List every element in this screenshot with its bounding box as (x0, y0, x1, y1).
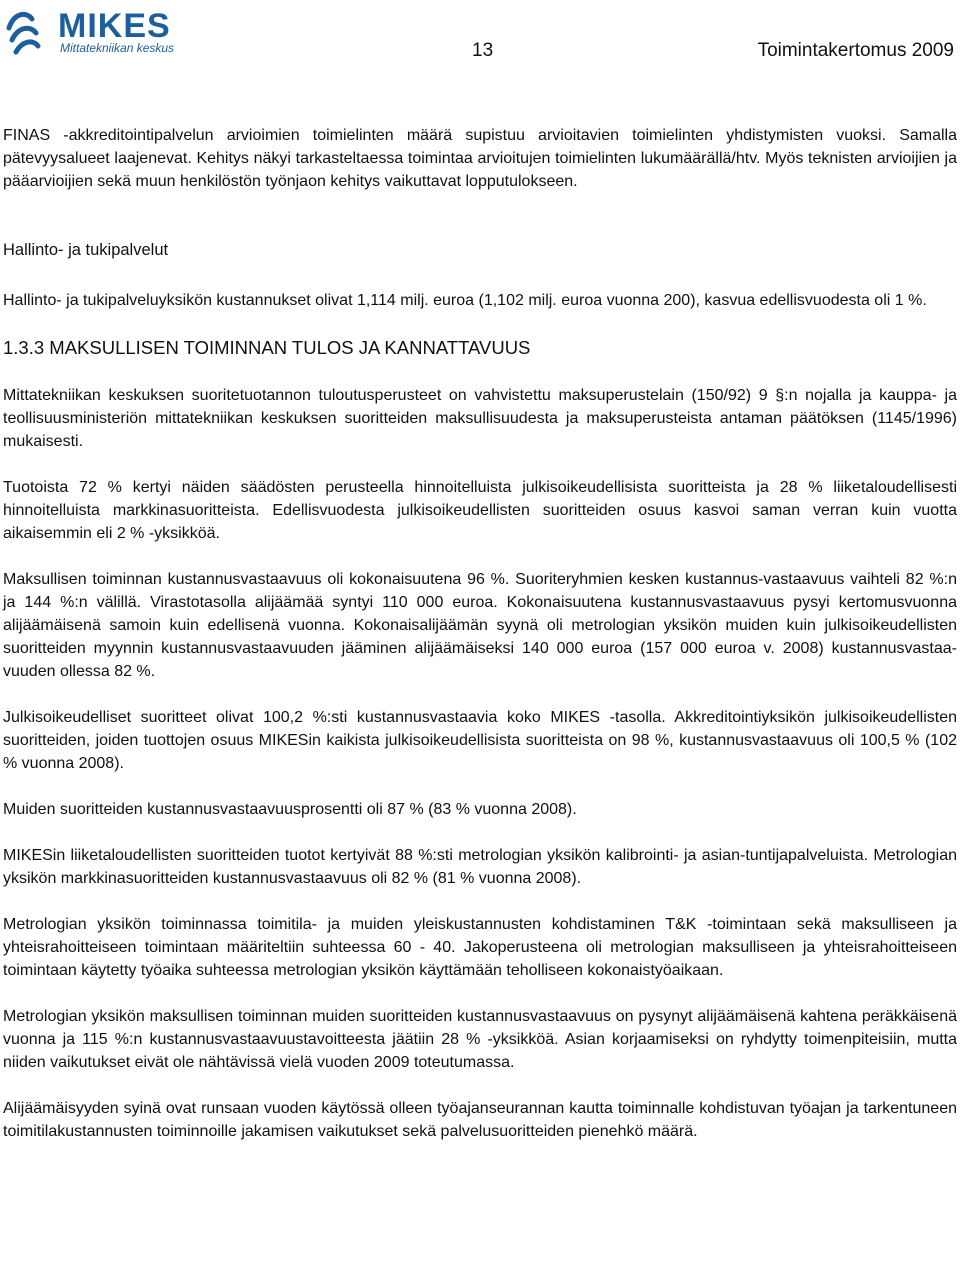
page-header (0, 0, 960, 80)
body-paragraph: Metrologian yksikön toiminnassa toimitila- ja muiden yleiskustannusten kohdistaminen T&K -toimintaan sekä maksulliseen ja yhteisrahoitteiseen toimintaan määriteltiin suhteessa 60 - 40. Jakoperusteena oli metrologian maksulliseen ja yhteisrahoitteiseen toimintaan käytetty työaika suhteessa metrologian yksikön käyttämään teholliseen kokonaistyöaikaan. (3, 916, 957, 979)
admin-paragraph: Hallinto- ja tukipalveluyksikön kustannukset olivat 1,114 milj. euroa (1,102 milj. euroa vuonna 200), kasvua edellisvuodesta oli 1 %. (3, 292, 927, 309)
logo-text: MIKES (58, 7, 171, 45)
body-paragraph: Tuotoista 72 % kertyi näiden säädösten perusteella hinnoitelluista julkisoikeudellisista suoritteista ja 28 % liiketaloudellisesti hinnoitelluista markkinasuoritteista. Edellisvuodesta julkisoikeudellisten suoritteiden osuus kasvoi saman verran kuin vuotta aikaisemmin eli 2 % -yksikköä. (3, 479, 957, 542)
body-paragraph: Julkisoikeudelliset suoritteet olivat 100,2 %:sti kustannusvastaavia koko MIKES -tasolla. Akkreditointiyksikön julkisoikeudellisten suoritteiden, joiden tuottojen osuus MIKESin kaikista julkisoikeudellisista suoritteista on 98 %, kustannusvastaavuus oli 100,5 % (102 % vuonna 2008). (3, 709, 957, 772)
body-paragraph: Mittatekniikan keskuksen suoritetuotannon tuloutusperusteet on vahvistettu maksuperustelain (150/92) 9 §:n nojalla ja kauppa- ja teollisuusministeriön mittatekniikan keskuksen suoritteiden maksullisuudesta ja maksuperusteista antaman päätöksen (1145/1996) mukaisesti. (3, 387, 957, 450)
report-title: Toimintakertomus 2009 (757, 40, 954, 61)
page-number: 13 (472, 40, 494, 61)
body-paragraph: Maksullisen toiminnan kustannusvastaavuus oli kokonaisuutena 96 %. Suoriteryhmien kesken kustannus-vastaavuus vaihteli 82 %:n ja 144 %:n välillä. Virastotasolla alijäämää syntyi 110 000 euroa. Kokonaisuutena kustannusvastaavuus pysyi kertomusvuonna alijäämäisenä samoin kuin edellisenä vuonna. Kokonaisalijäämän syynä oli metrologian yksikön muiden kuin julkisoikeudellisten suoritteiden myynnin kustannusvastaavuuden jääminen alijäämäiseksi 140 000 euroa (157 000 euroa v. 2008) kustannusvastaa-vuuden ollessa 82 %. (3, 571, 957, 680)
intro-paragraph: FINAS -akkreditointipalvelun arvioimien toimielinten määrä supistuu arvioitavien toimielinten yhdistymisten vuoksi. Samalla pätevyysalueet laajenevat. Kehitys näkyi tarkasteltaessa toimintaa arvioitujen toimielinten lukumäärällä/htv. Myös teknisten arvioijien ja pääarvioijien sekä muun henkilöstön työnjaon kehitys vaikuttavat lopputulokseen. (3, 127, 957, 190)
document-body (3, 124, 957, 1143)
body-paragraph: MIKESin liiketaloudellisten suoritteiden tuotot kertyivät 88 %:sti metrologian yksikön kalibrointi- ja asian-tuntijapalveluista. Metrologian yksikön markkinasuoritteiden kustannusvastaavuus oli 82 % (81 % vuonna 2008). (3, 847, 957, 887)
subheading-admin: Hallinto- ja tukipalvelut (3, 241, 169, 259)
section-heading: 1.3.3 MAKSULLISEN TOIMINNAN TULOS JA KANNATTAVUUS (3, 337, 531, 358)
body-paragraph: Metrologian yksikön maksullisen toiminnan muiden suoritteiden kustannusvastaavuus on pysynyt alijäämäisenä kahtena peräkkäisenä vuonna ja 115 %:n kustannusvastaavuustavoitteesta jäätiin 28 % -yksikköä. Asian korjaamiseksi on ryhdytty toimenpiteisiin, mutta niiden vaikutukset eivät ole nähtävissä vielä vuoden 2009 toteutumassa. (3, 1008, 957, 1071)
body-paragraph: Alijäämäisyyden syinä ovat runsaan vuoden käytössä olleen työajanseurannan kautta toiminnalle kohdistuvan työajan ja tarkentuneen toimitilakustannusten toiminnoille jakamisen vaikutukset sekä palvelusuoritteiden pienehkö määrä. (3, 1100, 957, 1140)
logo-subtitle: Mittatekniikan keskus (60, 41, 175, 55)
body-paragraph: Muiden suoritteiden kustannusvastaavuusprosentti oli 87 % (83 % vuonna 2008). (3, 801, 577, 818)
mikes-logo (6, 4, 206, 56)
